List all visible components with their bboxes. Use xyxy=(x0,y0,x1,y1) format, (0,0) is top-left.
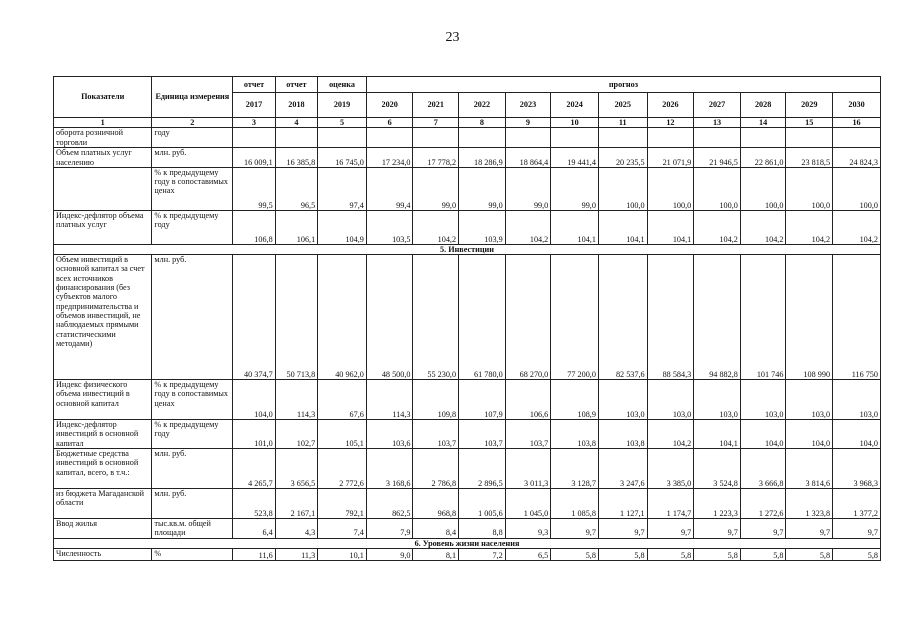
value-cell: 1 272,6 xyxy=(740,489,786,519)
value-cell: 5,8 xyxy=(833,548,881,560)
unit-cell: млн. руб. xyxy=(152,449,233,489)
value-cell: 3 968,3 xyxy=(833,449,881,489)
value-cell: 106,8 xyxy=(233,210,275,244)
header-report-2017: отчет xyxy=(233,77,275,93)
value-cell: 55 230,0 xyxy=(413,255,459,380)
value-cell: 3 128,7 xyxy=(551,449,599,489)
value-cell: 100,0 xyxy=(833,167,881,210)
value-cell: 50 713,8 xyxy=(275,255,317,380)
column-index: 1 xyxy=(54,118,152,128)
value-cell: 103,6 xyxy=(366,420,413,449)
value-cell: 9,7 xyxy=(647,519,694,539)
value-cell: 2 786,8 xyxy=(413,449,459,489)
column-index: 9 xyxy=(505,118,551,128)
value-cell: 104,0 xyxy=(233,380,275,420)
header-year-2028: 2028 xyxy=(740,93,786,118)
value-cell: 20 235,5 xyxy=(598,148,647,168)
indicator-name: Индекс-дефлятор объема платных услуг xyxy=(54,210,152,244)
table-row xyxy=(54,420,881,449)
value-cell: 8,8 xyxy=(459,519,506,539)
column-index: 14 xyxy=(740,118,786,128)
value-cell: 11,6 xyxy=(233,548,275,560)
value-cell: 16 385,8 xyxy=(275,148,317,168)
value-cell: 99,4 xyxy=(366,167,413,210)
unit-cell: % к предыдущему году xyxy=(152,420,233,449)
value-cell: 1 085,8 xyxy=(551,489,599,519)
header-year-2020: 2020 xyxy=(366,93,413,118)
indicator-name: Объем инвестиций в основной капитал за счет всех источников финансирования (без субъектов малого предпринимательства и объемов инвестиций, не наблюдаемых прямыми статистическими методами) xyxy=(54,255,152,380)
value-cell: 24 824,3 xyxy=(833,148,881,168)
value-cell: 16 745,0 xyxy=(318,148,367,168)
value-cell: 10,1 xyxy=(318,548,367,560)
table-row xyxy=(54,210,881,244)
header-unit: Единица измерения xyxy=(152,77,233,118)
value-cell xyxy=(366,128,413,148)
column-index: 7 xyxy=(413,118,459,128)
value-cell: 9,7 xyxy=(740,519,786,539)
value-cell: 4,3 xyxy=(275,519,317,539)
value-cell: 9,0 xyxy=(366,548,413,560)
value-cell: 523,8 xyxy=(233,489,275,519)
value-cell: 99,5 xyxy=(233,167,275,210)
unit-cell: % xyxy=(152,548,233,560)
value-cell: 1 005,6 xyxy=(459,489,506,519)
value-cell: 968,8 xyxy=(413,489,459,519)
value-cell: 3 247,6 xyxy=(598,449,647,489)
indicator-name: Численность xyxy=(54,548,152,560)
value-cell: 104,1 xyxy=(551,210,599,244)
column-index: 13 xyxy=(694,118,741,128)
value-cell: 107,9 xyxy=(459,380,506,420)
value-cell: 11,3 xyxy=(275,548,317,560)
value-cell: 3 011,3 xyxy=(505,449,551,489)
value-cell: 18 864,4 xyxy=(505,148,551,168)
value-cell: 103,7 xyxy=(505,420,551,449)
value-cell: 9,7 xyxy=(833,519,881,539)
value-cell: 3 524,8 xyxy=(694,449,741,489)
value-cell: 103,7 xyxy=(413,420,459,449)
table-row xyxy=(54,548,881,560)
header-report-2018: отчет xyxy=(275,77,317,93)
value-cell: 103,0 xyxy=(740,380,786,420)
unit-cell: % к предыдущему году в сопоставимых ценах xyxy=(152,167,233,210)
value-cell: 103,0 xyxy=(833,380,881,420)
value-cell: 792,1 xyxy=(318,489,367,519)
value-cell xyxy=(505,128,551,148)
value-cell: 104,1 xyxy=(598,210,647,244)
value-cell: 40 962,0 xyxy=(318,255,367,380)
indicator-name xyxy=(54,167,152,210)
header-year-2023: 2023 xyxy=(505,93,551,118)
value-cell: 82 537,6 xyxy=(598,255,647,380)
value-cell: 101 746 xyxy=(740,255,786,380)
value-cell: 2 896,5 xyxy=(459,449,506,489)
value-cell: 104,1 xyxy=(694,420,741,449)
value-cell: 99,0 xyxy=(459,167,506,210)
value-cell xyxy=(275,128,317,148)
value-cell: 19 441,4 xyxy=(551,148,599,168)
value-cell: 67,6 xyxy=(318,380,367,420)
value-cell xyxy=(318,128,367,148)
header-indicators: Показатели xyxy=(54,77,152,118)
value-cell: 4 265,7 xyxy=(233,449,275,489)
value-cell: 3 666,8 xyxy=(740,449,786,489)
value-cell: 3 168,6 xyxy=(366,449,413,489)
column-index: 3 xyxy=(233,118,275,128)
value-cell: 103,0 xyxy=(647,380,694,420)
header-year-2022: 2022 xyxy=(459,93,506,118)
value-cell: 103,0 xyxy=(598,380,647,420)
value-cell: 103,5 xyxy=(366,210,413,244)
unit-cell: млн. руб. xyxy=(152,148,233,168)
value-cell: 104,2 xyxy=(413,210,459,244)
header-year-2017: 2017 xyxy=(233,93,275,118)
value-cell: 7,4 xyxy=(318,519,367,539)
value-cell: 104,2 xyxy=(647,420,694,449)
value-cell: 104,1 xyxy=(647,210,694,244)
forecast-table xyxy=(53,76,881,561)
value-cell: 7,2 xyxy=(459,548,506,560)
header-year-2021: 2021 xyxy=(413,93,459,118)
column-index: 12 xyxy=(647,118,694,128)
value-cell: 114,3 xyxy=(275,380,317,420)
value-cell xyxy=(413,128,459,148)
value-cell: 5,8 xyxy=(551,548,599,560)
value-cell xyxy=(551,128,599,148)
header-year-2019: 2019 xyxy=(318,93,367,118)
value-cell: 9,7 xyxy=(786,519,833,539)
value-cell: 3 656,5 xyxy=(275,449,317,489)
header-year-2029: 2029 xyxy=(786,93,833,118)
indicator-name: из бюджета Магаданской области xyxy=(54,489,152,519)
column-index: 11 xyxy=(598,118,647,128)
value-cell: 104,0 xyxy=(833,420,881,449)
value-cell: 3 814,6 xyxy=(786,449,833,489)
value-cell: 103,8 xyxy=(551,420,599,449)
value-cell xyxy=(740,128,786,148)
value-cell: 100,0 xyxy=(598,167,647,210)
value-cell: 48 500,0 xyxy=(366,255,413,380)
value-cell: 1 127,1 xyxy=(598,489,647,519)
table-row xyxy=(54,380,881,420)
indicator-name: Индекс физического объема инвестиций в основной капитал xyxy=(54,380,152,420)
value-cell: 103,8 xyxy=(598,420,647,449)
value-cell: 101,0 xyxy=(233,420,275,449)
value-cell: 1 223,3 xyxy=(694,489,741,519)
value-cell: 17 234,0 xyxy=(366,148,413,168)
table-row xyxy=(54,128,881,148)
value-cell: 8,4 xyxy=(413,519,459,539)
column-index: 16 xyxy=(833,118,881,128)
indicator-name: Индекс-дефлятор инвестиций в основной капитал xyxy=(54,420,152,449)
value-cell xyxy=(233,128,275,148)
section-row xyxy=(54,538,881,548)
unit-cell: % к предыдущему году xyxy=(152,210,233,244)
value-cell: 1 377,2 xyxy=(833,489,881,519)
column-index: 4 xyxy=(275,118,317,128)
value-cell xyxy=(459,128,506,148)
value-cell: 9,7 xyxy=(694,519,741,539)
value-cell: 104,2 xyxy=(786,210,833,244)
value-cell: 9,3 xyxy=(505,519,551,539)
value-cell: 5,8 xyxy=(694,548,741,560)
table-row xyxy=(54,519,881,539)
value-cell: 100,0 xyxy=(740,167,786,210)
column-index: 10 xyxy=(551,118,599,128)
value-cell: 18 286,9 xyxy=(459,148,506,168)
header-year-2024: 2024 xyxy=(551,93,599,118)
value-cell: 96,5 xyxy=(275,167,317,210)
unit-cell: году xyxy=(152,128,233,148)
table-row xyxy=(54,255,881,380)
value-cell: 104,0 xyxy=(786,420,833,449)
unit-cell: млн. руб. xyxy=(152,255,233,380)
value-cell: 103,0 xyxy=(786,380,833,420)
value-cell: 2 167,1 xyxy=(275,489,317,519)
value-cell: 100,0 xyxy=(694,167,741,210)
page-number: 23 xyxy=(445,30,460,45)
column-index: 5 xyxy=(318,118,367,128)
value-cell: 16 009,1 xyxy=(233,148,275,168)
value-cell: 77 200,0 xyxy=(551,255,599,380)
value-cell: 5,8 xyxy=(598,548,647,560)
value-cell: 116 750 xyxy=(833,255,881,380)
value-cell: 1 045,0 xyxy=(505,489,551,519)
value-cell xyxy=(786,128,833,148)
value-cell: 21 946,5 xyxy=(694,148,741,168)
value-cell: 40 374,7 xyxy=(233,255,275,380)
value-cell xyxy=(694,128,741,148)
table-row xyxy=(54,167,881,210)
column-index: 2 xyxy=(152,118,233,128)
header-year-2027: 2027 xyxy=(694,93,741,118)
section-heading: 6. Уровень жизни населения xyxy=(54,538,881,548)
value-cell: 5,8 xyxy=(786,548,833,560)
value-cell: 99,0 xyxy=(413,167,459,210)
value-cell: 106,6 xyxy=(505,380,551,420)
header-forecast: прогноз xyxy=(366,77,880,93)
value-cell: 97,4 xyxy=(318,167,367,210)
value-cell: 23 818,5 xyxy=(786,148,833,168)
value-cell: 88 584,3 xyxy=(647,255,694,380)
value-cell: 5,8 xyxy=(647,548,694,560)
header-year-2025: 2025 xyxy=(598,93,647,118)
value-cell: 104,2 xyxy=(694,210,741,244)
value-cell: 103,7 xyxy=(459,420,506,449)
value-cell: 862,5 xyxy=(366,489,413,519)
table-row xyxy=(54,449,881,489)
value-cell: 104,0 xyxy=(740,420,786,449)
value-cell: 100,0 xyxy=(647,167,694,210)
table-row xyxy=(54,148,881,168)
header-year-2026: 2026 xyxy=(647,93,694,118)
value-cell: 61 780,0 xyxy=(459,255,506,380)
value-cell: 94 882,8 xyxy=(694,255,741,380)
column-index: 6 xyxy=(366,118,413,128)
value-cell: 99,0 xyxy=(505,167,551,210)
value-cell xyxy=(833,128,881,148)
value-cell: 21 071,9 xyxy=(647,148,694,168)
value-cell: 5,8 xyxy=(740,548,786,560)
value-cell: 102,7 xyxy=(275,420,317,449)
indicator-name: Бюджетные средства инвестиций в основной капитал, всего, в т.ч.: xyxy=(54,449,152,489)
value-cell: 6,4 xyxy=(233,519,275,539)
value-cell: 17 778,2 xyxy=(413,148,459,168)
column-index: 8 xyxy=(459,118,506,128)
value-cell: 9,7 xyxy=(598,519,647,539)
unit-cell: тыс.кв.м. общей площади xyxy=(152,519,233,539)
header-estimate: оценка xyxy=(318,77,367,93)
section-heading: 5. Инвестиции xyxy=(54,244,881,254)
value-cell xyxy=(647,128,694,148)
value-cell: 100,0 xyxy=(786,167,833,210)
value-cell: 8,1 xyxy=(413,548,459,560)
value-cell: 2 772,6 xyxy=(318,449,367,489)
value-cell: 108,9 xyxy=(551,380,599,420)
value-cell: 7,9 xyxy=(366,519,413,539)
indicator-name: Объем платных услуг населению xyxy=(54,148,152,168)
table-row xyxy=(54,489,881,519)
unit-cell: % к предыдущему году в сопоставимых ценах xyxy=(152,380,233,420)
value-cell: 22 861,0 xyxy=(740,148,786,168)
value-cell: 1 174,7 xyxy=(647,489,694,519)
value-cell: 103,0 xyxy=(694,380,741,420)
column-index: 15 xyxy=(786,118,833,128)
value-cell: 105,1 xyxy=(318,420,367,449)
value-cell: 1 323,8 xyxy=(786,489,833,519)
value-cell: 108 990 xyxy=(786,255,833,380)
indicator-name: оборота розничной торговли xyxy=(54,128,152,148)
value-cell: 104,2 xyxy=(740,210,786,244)
unit-cell: млн. руб. xyxy=(152,489,233,519)
value-cell: 3 385,0 xyxy=(647,449,694,489)
header-year-2030: 2030 xyxy=(833,93,881,118)
indicator-name: Ввод жилья xyxy=(54,519,152,539)
section-row xyxy=(54,244,881,254)
value-cell: 109,8 xyxy=(413,380,459,420)
value-cell: 106,1 xyxy=(275,210,317,244)
value-cell: 6,5 xyxy=(505,548,551,560)
value-cell: 99,0 xyxy=(551,167,599,210)
header-year-2018: 2018 xyxy=(275,93,317,118)
value-cell: 68 270,0 xyxy=(505,255,551,380)
value-cell: 9,7 xyxy=(551,519,599,539)
value-cell: 114,3 xyxy=(366,380,413,420)
value-cell xyxy=(598,128,647,148)
value-cell: 103,9 xyxy=(459,210,506,244)
value-cell: 104,9 xyxy=(318,210,367,244)
value-cell: 104,2 xyxy=(833,210,881,244)
value-cell: 104,2 xyxy=(505,210,551,244)
